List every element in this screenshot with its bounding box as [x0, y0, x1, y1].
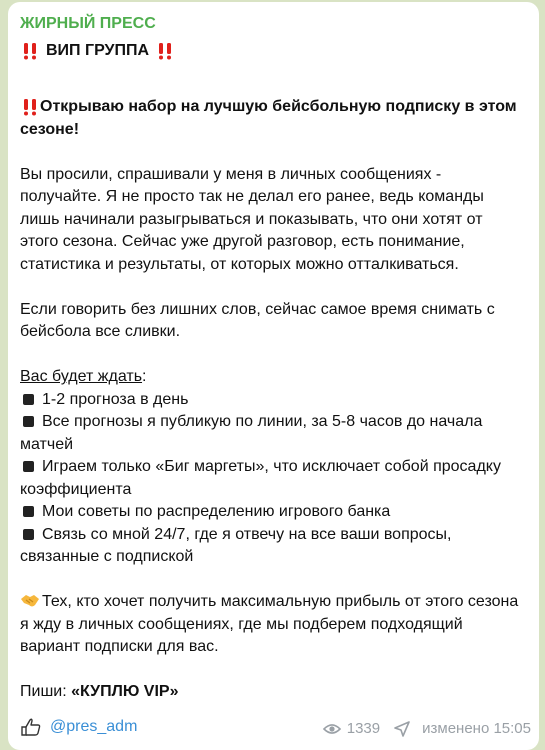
benefits-list	[20, 389, 525, 569]
double-exclamation-icon	[20, 40, 40, 62]
view-count: 1339	[346, 719, 381, 737]
list-item-text: Связь со мной 24/7, где я отвечу на все ваши вопросы, связанные с подпиской	[20, 525, 452, 566]
handshake-icon	[20, 593, 40, 609]
list-item	[20, 389, 525, 412]
black-square-icon	[23, 461, 34, 472]
list-item	[20, 501, 525, 524]
double-exclamation-icon	[155, 40, 175, 62]
post-headline-text: Открываю набор на лучшую бейсбольную подписку в этом сезоне!	[20, 98, 517, 138]
list-item	[20, 524, 525, 569]
black-square-icon	[23, 416, 34, 427]
double-exclamation-icon	[20, 96, 40, 118]
post-cta-prefix: Пиши:	[20, 683, 72, 701]
edited-timestamp: изменено 15:05	[422, 719, 531, 737]
list-item	[20, 411, 525, 456]
black-square-icon	[23, 506, 34, 517]
list-item-text: Играем только «Биг маргеты», что исключает собой просадку коэффициента	[20, 458, 501, 498]
list-item	[20, 456, 525, 501]
channel-name[interactable]: ЖИРНЫЙ ПРЕСС	[20, 15, 156, 32]
black-square-icon	[23, 529, 34, 540]
eye-icon	[323, 723, 341, 735]
post-cta	[20, 681, 525, 704]
forward-icon[interactable]	[394, 721, 410, 737]
list-item-text: Мои советы по распределению игрового банка	[42, 503, 391, 521]
post-paragraph-intro: Вы просили, спрашивали у меня в личных сообщениях - получайте. Я не просто так не делал его ранее, ведь команды лишь начинали разыгрываться и показывать, что они хотят от этого сезона. Сейчас уже другой разговор, есть понимание, статистика и результаты, от которых можно отталкиваться.	[20, 165, 484, 273]
message-meta	[323, 718, 531, 741]
post-title-row	[20, 40, 525, 62]
list-item-text: 1-2 прогноза в день	[42, 390, 189, 408]
post-cta-text: «КУПЛЮ VIP»	[71, 683, 179, 701]
benefits-title	[20, 366, 525, 389]
post-paragraph-closing-text: Тех, кто хочет получить максимальную прибыль от этого сезона я жду в личных сообщениях, где мы подберем подходящий вариант подписки для вас.	[20, 593, 519, 656]
contact-link[interactable]: @pres_adm	[50, 717, 138, 735]
post-paragraph-closing	[20, 591, 525, 659]
black-square-icon	[23, 394, 34, 405]
post-headline	[20, 96, 525, 141]
post-title: ВИП ГРУППА	[46, 42, 150, 59]
contact-row	[20, 716, 137, 739]
post-paragraph-offer: Если говорить без лишних слов, сейчас самое время снимать с бейсбола все сливки.	[20, 300, 495, 341]
message-bubble	[8, 2, 539, 750]
benefits-title-text: Вас будет ждать	[20, 368, 143, 386]
list-item-text: Все прогнозы я публикую по линии, за 5-8 часов до начала матчей	[20, 413, 483, 453]
pointing-hand-icon	[20, 717, 42, 737]
benefits-title-colon: :	[142, 368, 147, 386]
